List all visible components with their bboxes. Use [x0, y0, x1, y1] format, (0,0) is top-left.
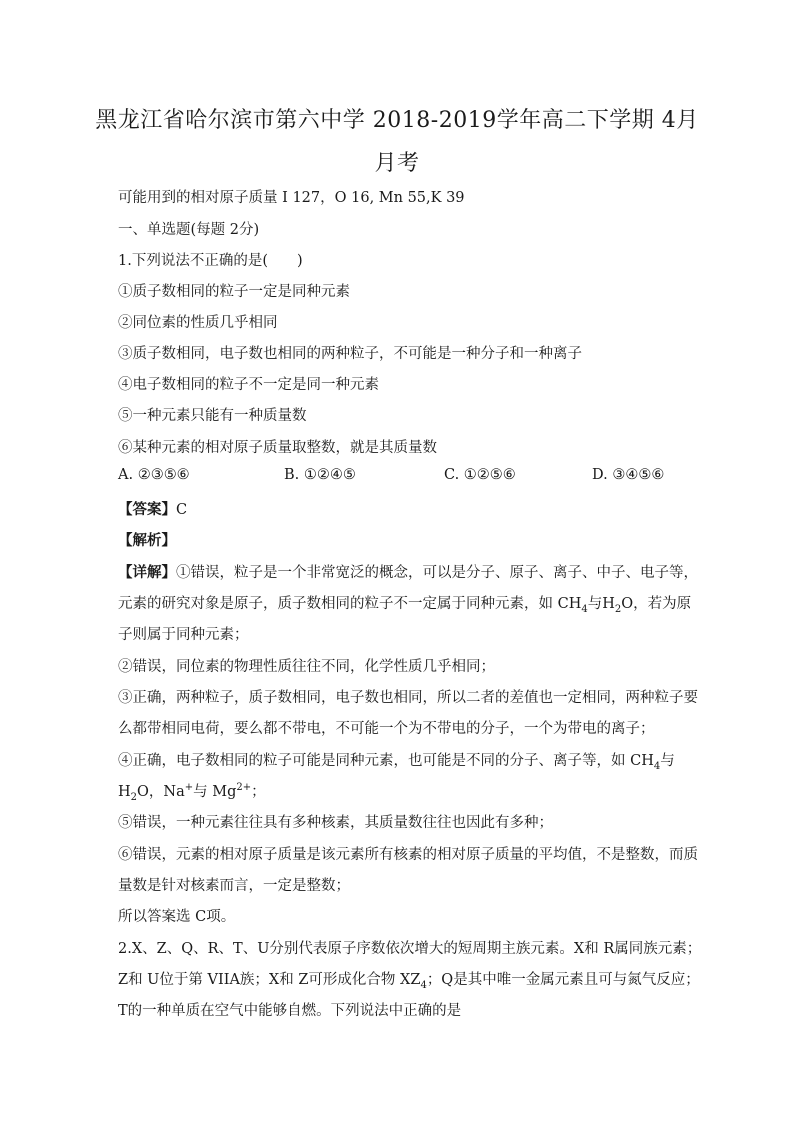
atomic-mass-note: 可能用到的相对原子质量 I 127，O 16, Mn 55,K 39: [118, 190, 465, 206]
page-title-line1: 黑龙江省哈尔滨市第六中学 2018-2019学年高二下学期 4月: [95, 108, 699, 133]
detail-text: ④正确，电子数相同的粒子可能是同种元素，也可能是不同的分子、离子等，如 CH: [118, 753, 654, 769]
q2-line-3: T的一种单质在空气中能够自燃。下列说法中正确的是: [118, 1003, 462, 1019]
subscript: 4: [581, 603, 588, 615]
q1-answer: [118, 498, 187, 519]
detail-text: ；: [251, 784, 266, 800]
subscript: 2: [614, 603, 622, 615]
q2-text: Z和 U位于第 VIIA族；X和 Z可形成化合物 XZ: [118, 972, 421, 988]
q1-statement-6: ⑥某种元素的相对原子质量取整数，就是其质量数: [118, 440, 437, 456]
q2-line-1: 2.X、Z、Q、R、T、U分别代表原子序数依次增大的短周期主族元素。X和 R属同族元素；: [118, 941, 702, 957]
detail-text: ①错误，粒子是一个非常宽泛的概念，可以是分子、原子、离子、中子、电子等，: [176, 565, 698, 581]
superscript: +: [184, 782, 194, 794]
detail-line-2: [118, 592, 691, 615]
section-heading: 一、单选题(每题 2分): [118, 222, 260, 238]
q1-statement-4: ④电子数相同的粒子不一定是同一种元素: [118, 377, 379, 393]
q2-line-2: [118, 968, 700, 991]
page-title-line2: 月考: [374, 151, 420, 176]
detail-line-6: 么都带相同电荷，要么都不带电，不可能一个为不带电的分子，一个为带电的离子；: [118, 721, 655, 737]
detail-text: 与: [660, 753, 675, 769]
q1-statement-1: ①质子数相同的粒子一定是同种元素: [118, 284, 350, 300]
detail-line-3: 子则属于同种元素；: [118, 627, 249, 643]
detail-text: O，Na: [137, 784, 185, 800]
analysis-label: 【解析】: [118, 532, 176, 549]
q1-statement-3: ③质子数相同，电子数也相同的两种粒子，不可能是一种分子和一种离子: [118, 346, 582, 362]
answer-value: C: [176, 502, 188, 518]
subscript: 4: [420, 979, 427, 991]
q1-statement-5: ⑤一种元素只能有一种质量数: [118, 408, 307, 424]
subscript: 4: [653, 760, 661, 772]
detail-text: 与 Mg: [193, 784, 237, 800]
detail-line-1: [118, 561, 698, 582]
detail-line-7: [118, 749, 675, 772]
q1-option-c: C. ①②⑤⑥: [444, 467, 516, 483]
q1-option-b: B. ①②④⑤: [284, 467, 356, 483]
detail-conclusion: 所以答案选 C项。: [118, 909, 236, 925]
q1-option-a: A. ②③⑤⑥: [118, 467, 190, 483]
detail-line-9: ⑤错误，一种元素往往具有多种核素，其质量数往往也因此有多种；: [118, 815, 553, 831]
answer-label: 【答案】: [118, 501, 176, 518]
detail-line-8: [118, 780, 266, 803]
detail-line-11: 量数是针对核素而言，一定是整数；: [118, 878, 350, 894]
detail-label: 【详解】: [118, 564, 176, 581]
q2-text: ；Q是其中唯一金属元素且可与氮气反应；: [426, 972, 700, 988]
detail-text: H: [118, 784, 131, 800]
detail-text: 元素的研究对象是原子，质子数相同的粒子不一定属于同种元素，如 CH: [118, 596, 582, 612]
q1-stem: 1.下列说法不正确的是( ): [118, 253, 303, 269]
detail-text: O，若为原: [621, 596, 692, 612]
detail-line-10: ⑥错误，元素的相对原子质量是该元素所有核素的相对原子质量的平均值，不是整数，而质: [118, 847, 698, 863]
subscript: 2: [130, 791, 138, 803]
q1-statement-2: ②同位素的性质几乎相同: [118, 315, 278, 331]
detail-line-4: ②错误，同位素的物理性质往往不同，化学性质几乎相同；: [118, 659, 495, 675]
q1-option-d: D. ③④⑤⑥: [592, 467, 665, 483]
detail-text: 与H: [587, 596, 615, 612]
detail-line-5: ③正确，两种粒子，质子数相同，电子数也相同，所以二者的差值也一定相同，两种粒子要: [118, 690, 698, 706]
superscript: 2+: [236, 782, 252, 794]
